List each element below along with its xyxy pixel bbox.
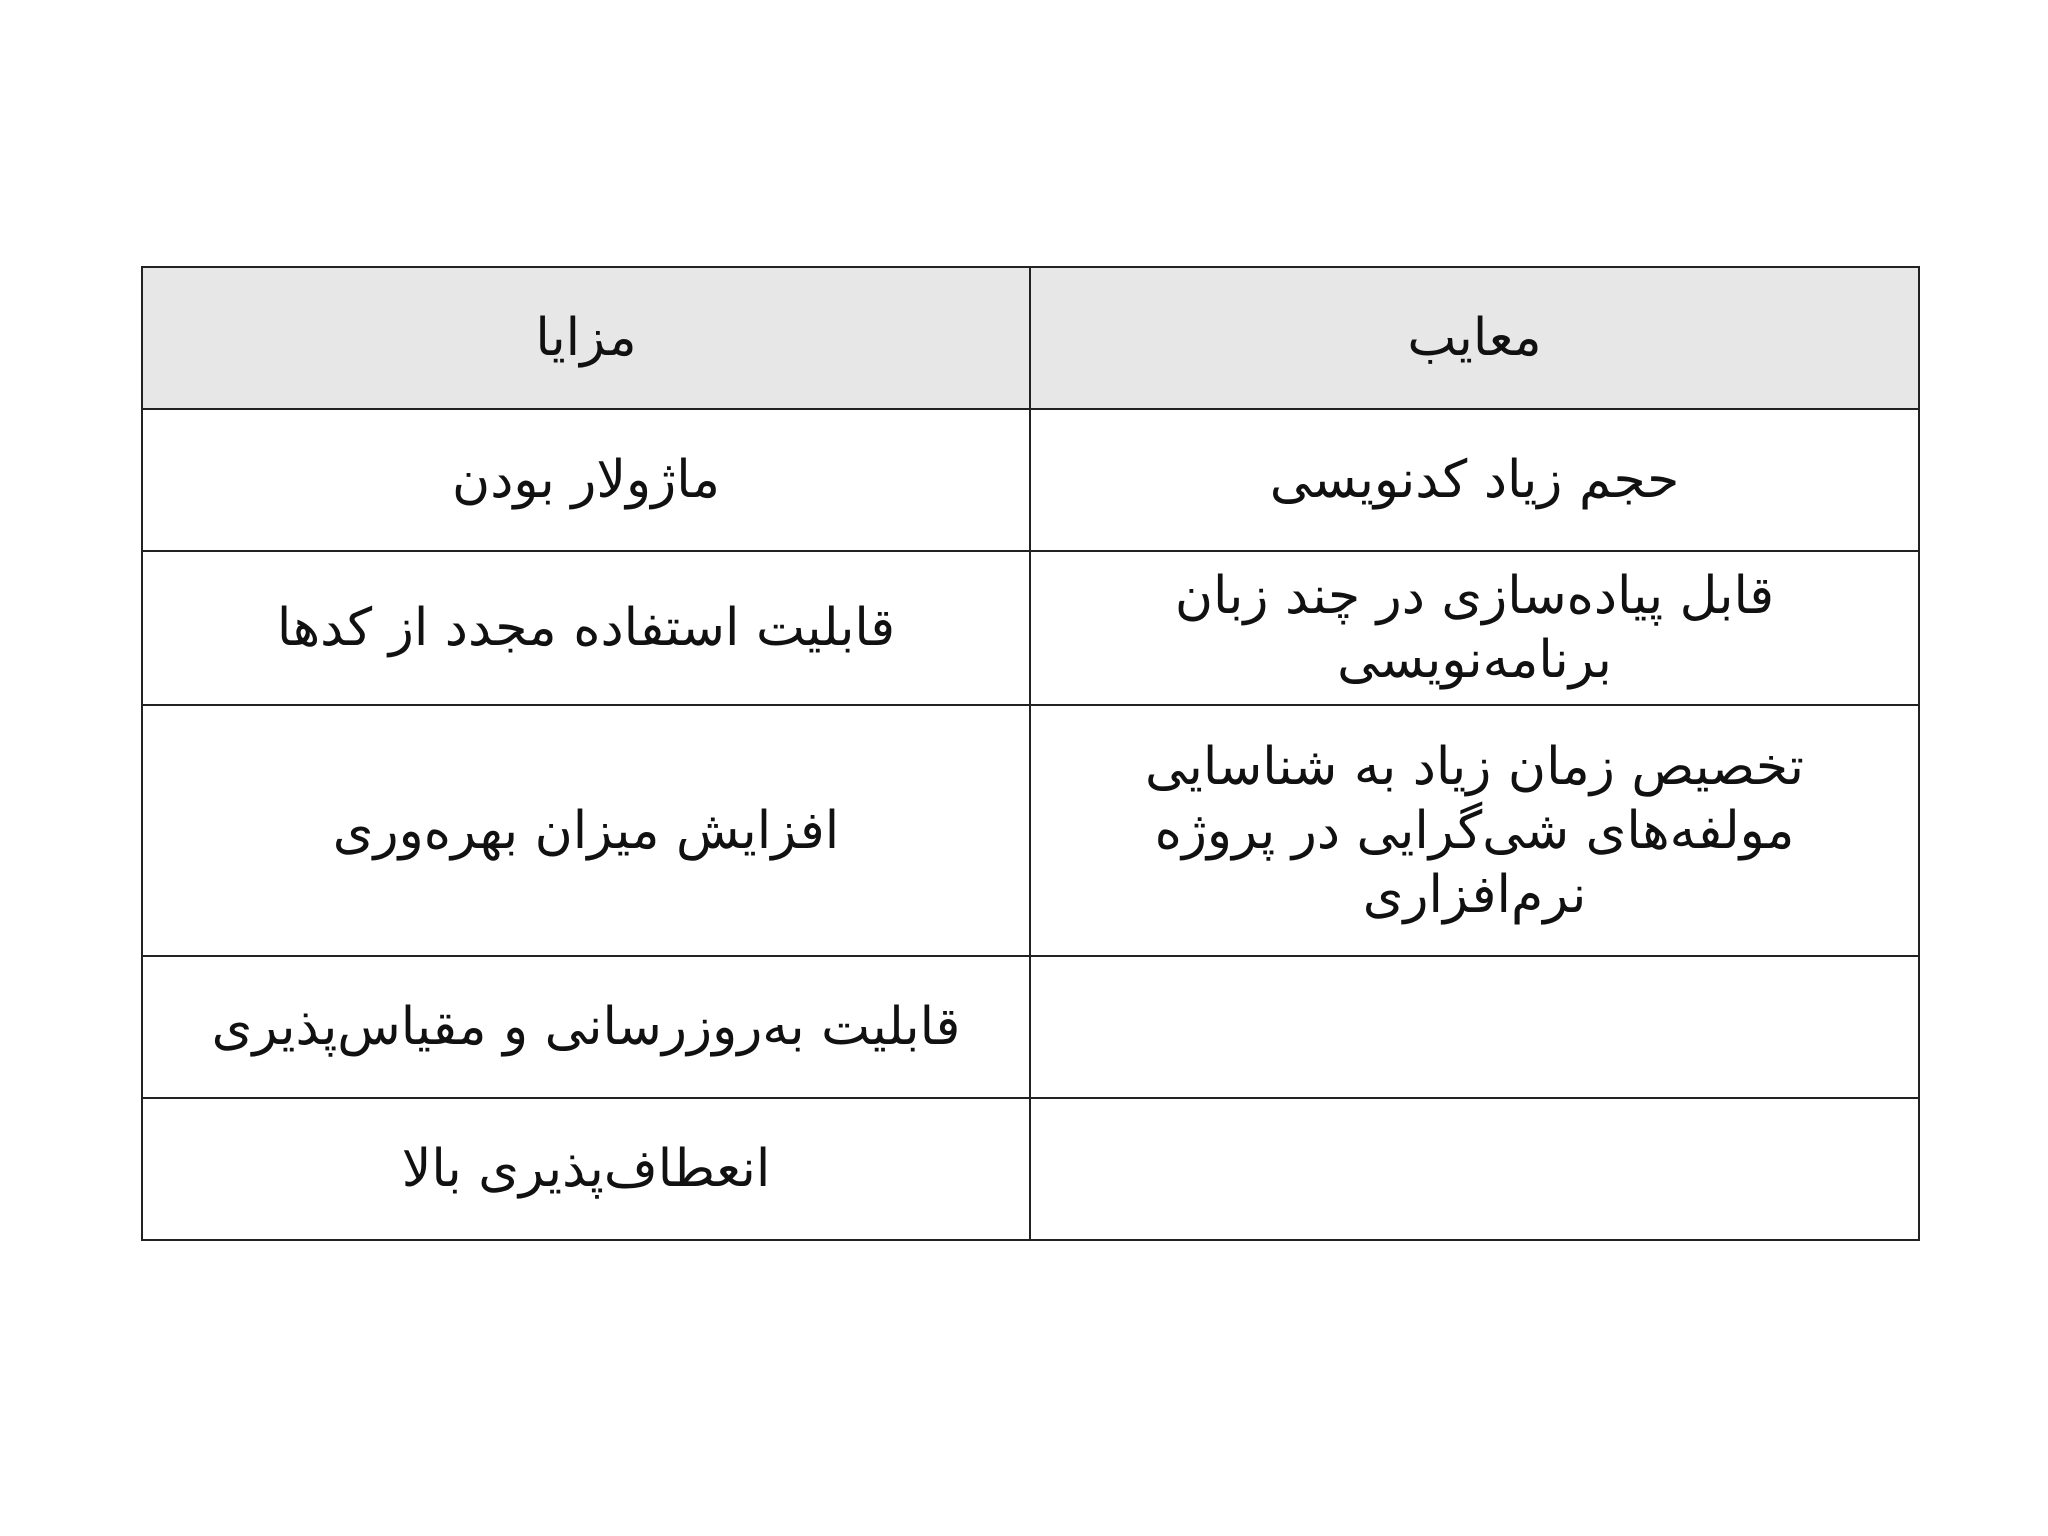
table-row bbox=[142, 551, 1919, 705]
table-row bbox=[142, 956, 1919, 1098]
pros-cons-table bbox=[141, 266, 1920, 1241]
advantage-cell: قابلیت به‌روزرسانی و مقیاس‌پذیری bbox=[142, 956, 1030, 1098]
advantage-cell: ماژولار بودن bbox=[142, 409, 1030, 551]
disadvantage-cell: تخصیص زمان زیاد به شناسایی مولفه‌های شی‌گرایی در پروژه نرم‌افزاری bbox=[1030, 705, 1919, 956]
table-row bbox=[142, 705, 1919, 956]
table-header-row bbox=[142, 267, 1919, 409]
disadvantage-cell: قابل پیاده‌سازی در چند زبان برنامه‌نویسی bbox=[1030, 551, 1919, 705]
disadvantage-cell bbox=[1030, 1098, 1919, 1240]
header-advantages: مزایا bbox=[142, 267, 1030, 409]
disadvantage-cell: حجم زیاد کدنویسی bbox=[1030, 409, 1919, 551]
advantage-cell: انعطاف‌پذیری بالا bbox=[142, 1098, 1030, 1240]
advantage-cell: افزایش میزان بهره‌وری bbox=[142, 705, 1030, 956]
table-row bbox=[142, 409, 1919, 551]
table-row bbox=[142, 1098, 1919, 1240]
header-disadvantages: معایب bbox=[1030, 267, 1919, 409]
disadvantage-cell bbox=[1030, 956, 1919, 1098]
advantage-cell: قابلیت استفاده مجدد از کدها bbox=[142, 551, 1030, 705]
